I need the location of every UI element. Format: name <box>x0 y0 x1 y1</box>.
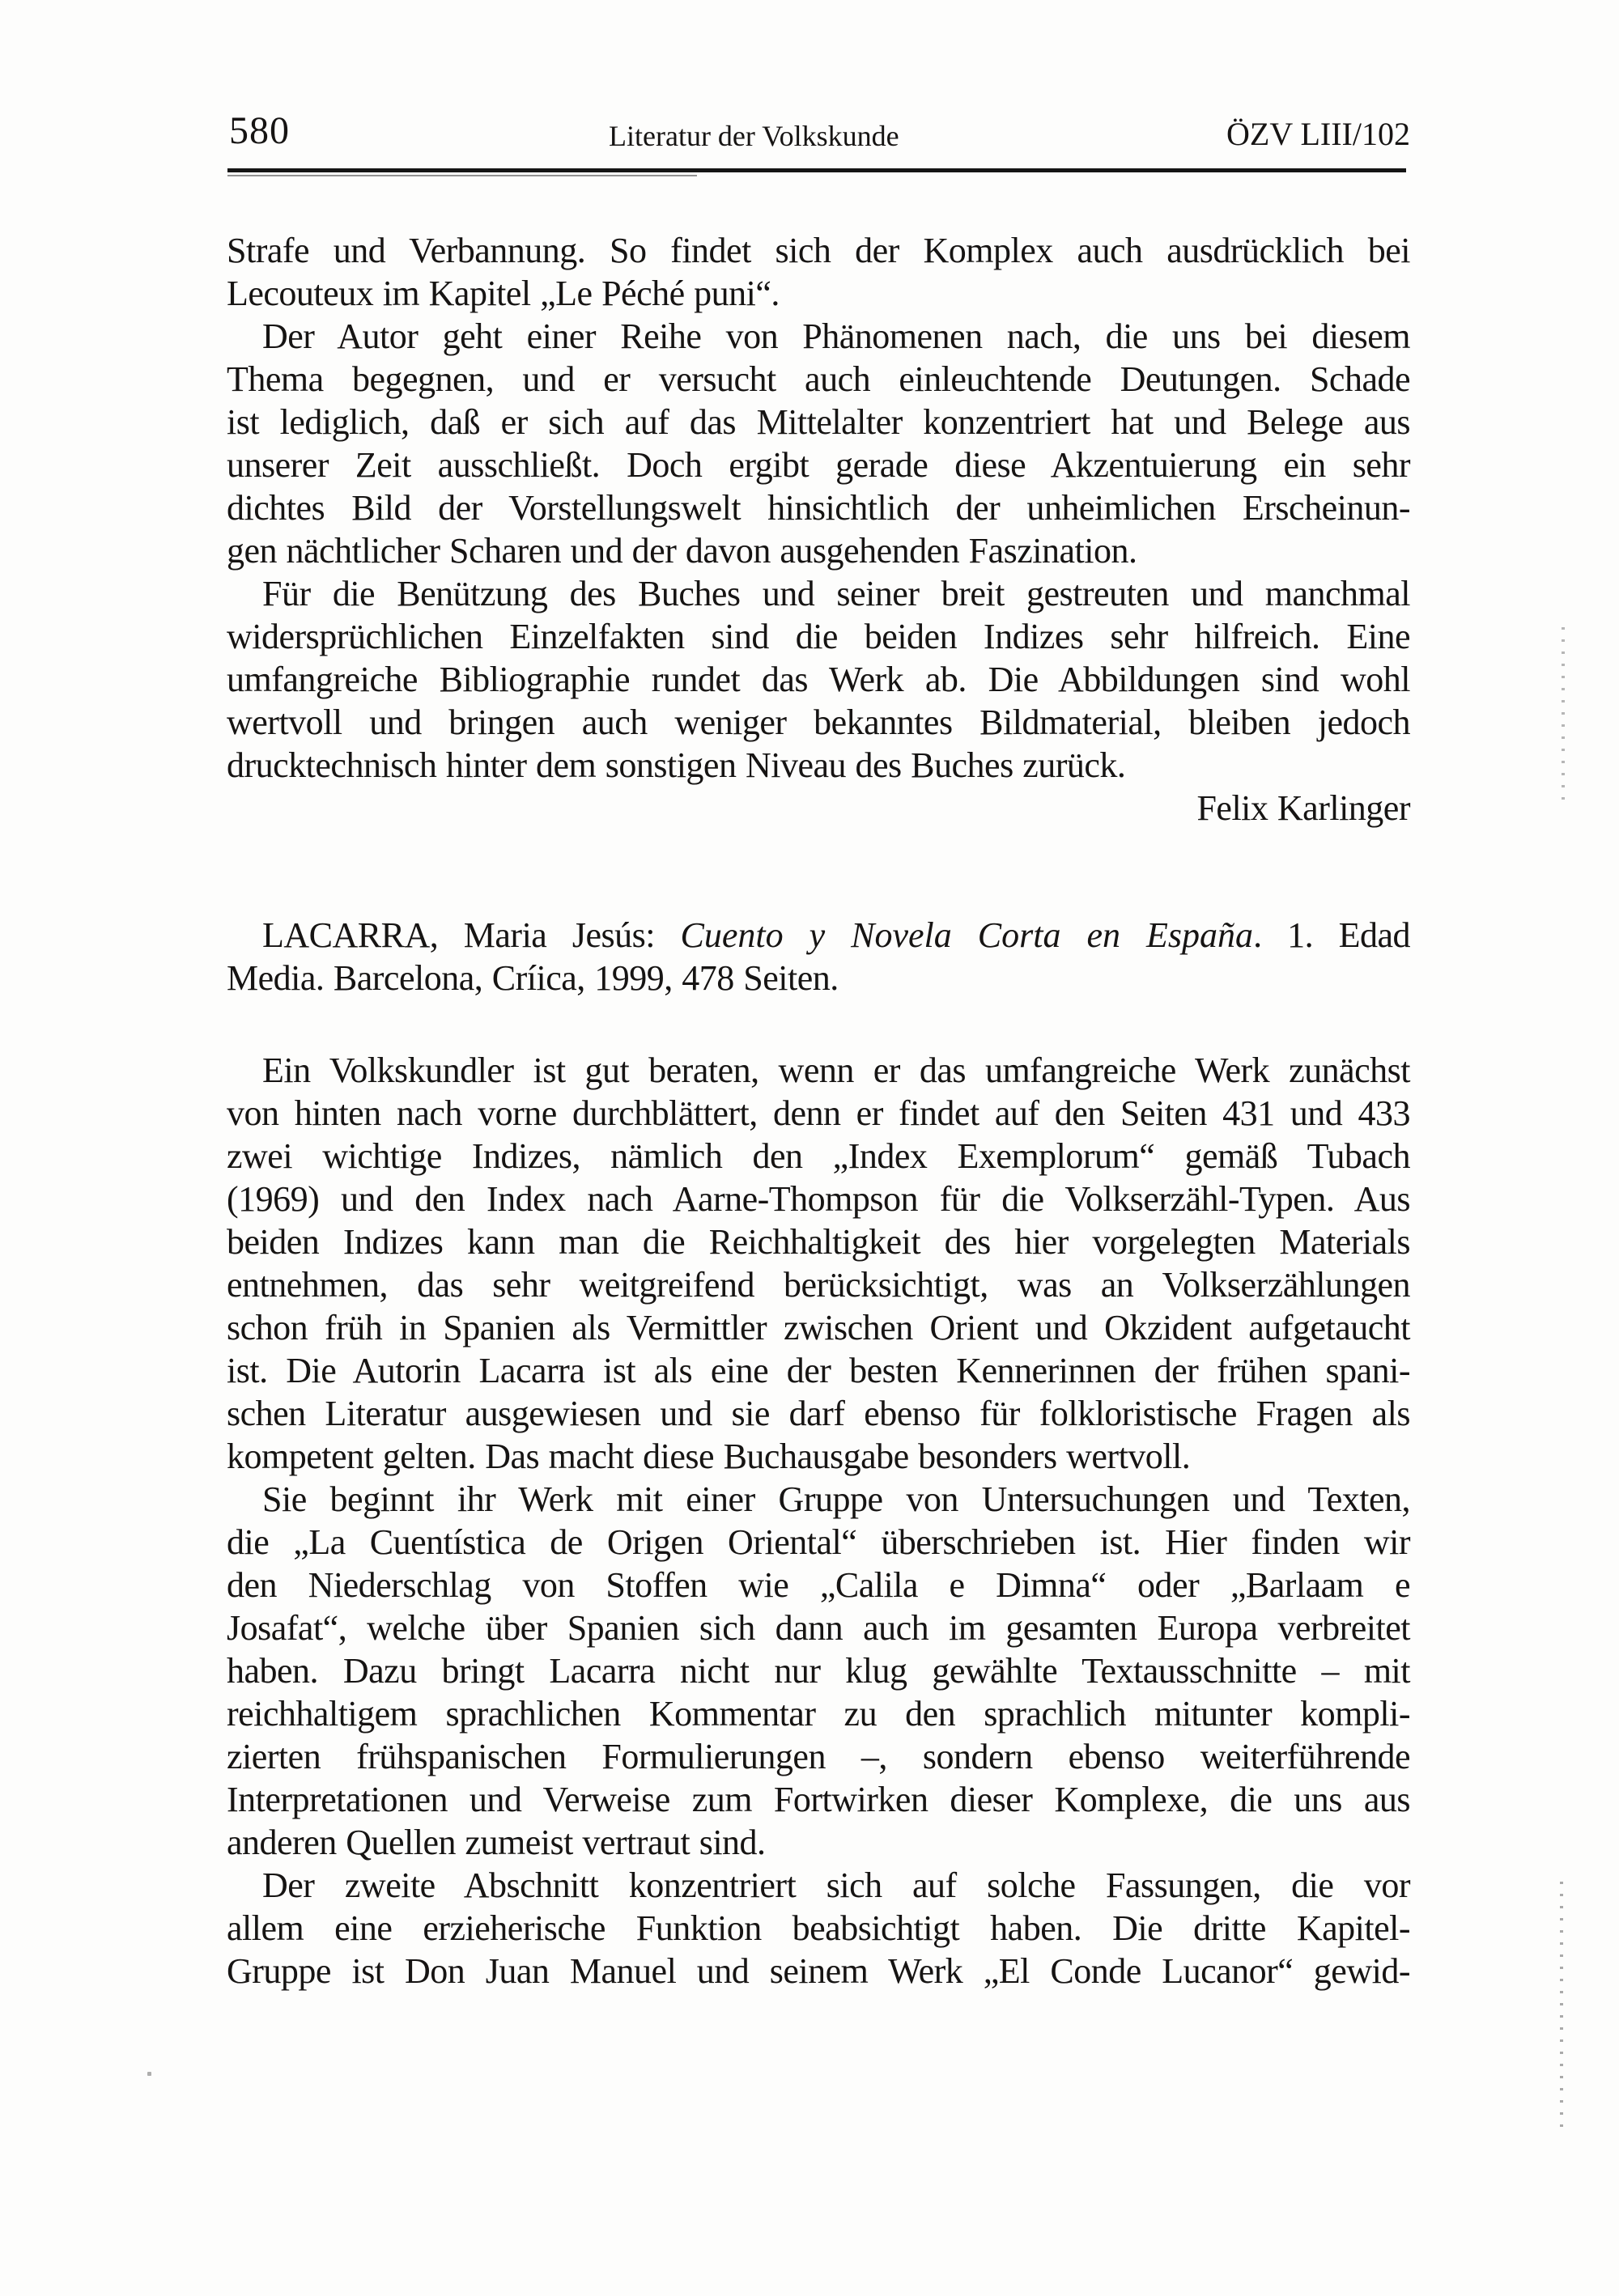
text-line: Sie beginnt ihr Werk mit einer Gruppe von Untersuchungen und Texten, <box>262 1479 1410 1519</box>
scan-artifact-dots <box>1562 627 1565 804</box>
text-line: von hinten nach vorne durchblättert, denn er findet auf den Seiten 431 und 433 <box>227 1093 1410 1133</box>
text-line: (1969) und den Index nach Aarne-Thompson für die Volkserzähl-Typen. Aus <box>227 1179 1410 1219</box>
text-line: schen Literatur ausgewiesen und sie darf ebenso für folkloristische Fragen als <box>227 1394 1410 1433</box>
text-line: anderen Quellen zumeist vertraut sind. <box>227 1823 766 1862</box>
book-title-italic: Cuento y Novela Corta en España <box>680 915 1254 955</box>
text-line: Der Autor geht einer Reihe von Phänomenen nach, die uns bei diesem <box>262 316 1410 356</box>
text-line: zwei wichtige Indizes, nämlich den „Index Exemplorum“ gemäß Tubach <box>227 1136 1410 1176</box>
running-head <box>0 0 1619 186</box>
text-segment: LACARRA, Maria Jesús: <box>262 915 681 955</box>
page-number: 580 <box>229 109 290 152</box>
scan-artifact-dots <box>1560 1882 1563 2134</box>
text-line: unserer Zeit ausschließt. Doch ergibt gerade diese Akzentuierung ein sehr <box>227 445 1410 485</box>
text-line: die „La Cuentística de Origen Oriental“ überschrieben ist. Hier finden wir <box>227 1522 1410 1562</box>
paragraph-zweiter-abschnitt <box>227 1864 1410 1993</box>
text-line: ist. Die Autorin Lacarra ist als eine der besten Kennerinnen der frühen spani- <box>227 1351 1410 1390</box>
running-head-title: Literatur der Volkskunde <box>609 120 899 152</box>
text-line: entnehmen, das sehr weitgreifend berücksichtigt, was an Volkserzählungen <box>227 1265 1410 1305</box>
text-line: widersprüchlichen Einzelfakten sind die beiden Indizes sehr hilfreich. Eine <box>227 617 1410 656</box>
paragraph-volkskundler <box>227 1049 1410 1478</box>
text-line: Gruppe ist Don Juan Manuel und seinem Werk „El Conde Lucanor“ gewid- <box>227 1951 1410 1991</box>
header-rule <box>227 168 1406 172</box>
text-line: Lecouteux im Kapitel „Le Péché puni“. <box>227 274 780 313</box>
text-line: zierten frühspanischen Formulierungen –, sondern ebenso weiterführende <box>227 1737 1410 1776</box>
text-line: ist lediglich, daß er sich auf das Mittelalter konzentriert hat und Belege aus <box>227 402 1410 442</box>
text-line: drucktechnisch hinter dem sonstigen Niveau des Buches zurück. <box>227 745 1126 785</box>
paragraph-signature <box>227 787 1410 830</box>
text-line: umfangreiche Bibliographie rundet das Werk ab. Die Abbildungen sind wohl <box>227 660 1410 699</box>
journal-reference: ÖZV LIII/102 <box>1226 116 1410 152</box>
paragraph-cuentistica <box>227 1478 1410 1864</box>
text-line <box>227 914 1410 957</box>
text-line: gen nächtlicher Scharen und der davon ausgehenden Faszination. <box>227 531 1137 571</box>
paragraph-continuation <box>227 229 1410 315</box>
text-line: dichtes Bild der Vorstellungswelt hinsichtlich der unheimlichen Erscheinun- <box>227 488 1410 528</box>
text-line: Interpretationen und Verweise zum Fortwirken dieser Komplexe, die uns aus <box>227 1780 1410 1819</box>
paragraph-reference <box>227 914 1410 999</box>
text-line: wertvoll und bringen auch weniger bekanntes Bildmaterial, bleiben jedoch <box>227 702 1410 742</box>
text-line: Der zweite Abschnitt konzentriert sich auf solche Fassungen, die vor <box>262 1865 1410 1905</box>
text-line: haben. Dazu bringt Lacarra nicht nur klug gewählte Textausschnitte – mit <box>227 1651 1410 1691</box>
text-line: allem eine erzieherische Funktion beabsichtigt haben. Die dritte Kapitel- <box>227 1908 1410 1948</box>
text-line: Für die Benützung des Buches und seiner breit gestreuten und manchmal <box>262 574 1410 613</box>
paragraph-autor-phaenomene <box>227 315 1410 572</box>
text-body <box>227 229 1410 1993</box>
text-line: Ein Volkskundler ist gut beraten, wenn er das umfangreiche Werk zunächst <box>262 1050 1410 1090</box>
scan-artifact-speck <box>147 2072 151 2076</box>
paragraph-benuetzung <box>227 572 1410 787</box>
header-rule-echo <box>227 175 697 176</box>
text-line: schon früh in Spanien als Vermittler zwischen Orient und Okzident aufgetaucht <box>227 1308 1410 1347</box>
text-line: Thema begegnen, und er versucht auch einleuchtende Deutungen. Schade <box>227 359 1410 399</box>
text-line: Strafe und Verbannung. So findet sich der Komplex auch ausdrücklich bei <box>227 231 1410 270</box>
text-line: kompetent gelten. Das macht diese Buchausgabe besonders wertvoll. <box>227 1437 1191 1476</box>
text-line: beiden Indizes kann man die Reichhaltigkeit des hier vorgelegten Materials <box>227 1222 1410 1262</box>
text-line: den Niederschlag von Stoffen wie „Calila e Dimna“ oder „Barlaam e <box>227 1565 1410 1605</box>
text-line: Josafat“, welche über Spanien sich dann auch im gesamten Europa verbreitet <box>227 1608 1410 1648</box>
text-line: reichhaltigem sprachlichen Kommentar zu den sprachlich mitunter kompli- <box>227 1694 1410 1734</box>
text-line: Media. Barcelona, Críica, 1999, 478 Seiten. <box>227 958 839 998</box>
text-segment: . 1. Edad <box>1253 915 1410 955</box>
text-line: Felix Karlinger <box>1196 788 1410 828</box>
